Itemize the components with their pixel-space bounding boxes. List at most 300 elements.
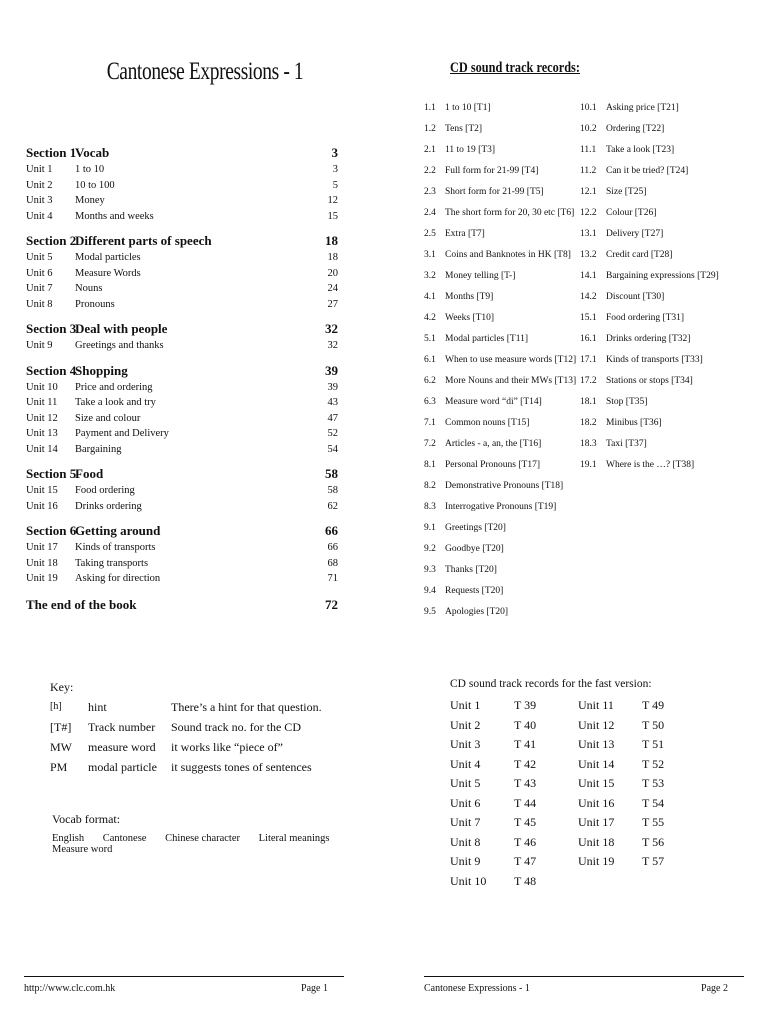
fast-track: T 40 [514,717,537,732]
unit-label: Unit 4 [26,210,53,222]
fast-unit: Unit 4 [450,756,481,771]
cd-track-row [580,455,730,476]
track-label: Where is the …? [T38] [606,460,695,470]
track-label: Tens [T2] [445,124,483,134]
unit-name: Asking for direction [75,573,161,584]
fast-track: T 43 [514,776,537,790]
fast-version-table [450,696,682,891]
end-page: 72 [325,596,338,612]
track-number: 4.2 [424,313,436,323]
unit-name: Drinks ordering [75,500,142,512]
unit-name: Months and weeks [75,210,154,222]
fast-track: T 50 [642,717,665,732]
unit-page: 27 [327,298,338,310]
toc-unit-row [26,499,338,515]
unit-name: Bargaining [75,443,122,455]
track-number: 7.2 [424,439,436,449]
track-label: Drinks ordering [T32] [606,334,691,344]
cd-track-row [424,497,574,518]
fast-track [642,872,682,892]
cd-track-row [580,392,730,413]
unit-page: 71 [327,573,338,584]
key-row [50,737,350,757]
fast-track: T 57 [642,854,665,868]
cd-track-row [424,476,574,497]
unit-page: 66 [327,542,338,553]
footer-page-number: Page 1 [301,983,328,994]
track-label: Stop [T35] [606,397,648,407]
unit-name: Size and colour [75,412,141,424]
track-number: 19.1 [580,460,597,470]
toc-unit-row [26,426,338,442]
fast-track: T 55 [642,815,665,829]
track-number: 12.2 [580,208,597,218]
key-symbol: [h] [50,701,62,712]
page-footer [424,976,744,997]
track-label: Measure word “di” [T14] [445,397,542,407]
key-row [50,757,350,777]
fast-unit: Unit 13 [578,737,615,751]
cd-track-row [424,308,574,329]
end-label: The end of the book [26,596,137,612]
unit-page: 5 [332,179,338,191]
section-label: Section 6 [26,523,77,538]
cd-track-row [424,581,574,602]
cd-track-row [424,539,574,560]
page-footer [24,976,344,997]
fast-version-row [450,852,682,872]
key-term: measure word [88,740,156,754]
table-of-contents [26,144,338,615]
track-label: Interrogative Pronouns [T19] [445,502,557,512]
toc-unit-row [26,178,338,194]
unit-label: Unit 17 [26,542,58,553]
unit-label: Unit 13 [26,428,58,439]
track-number: 2.5 [424,229,436,239]
track-number: 2.2 [424,166,436,176]
cd-track-row [424,413,574,434]
cd-track-row [580,98,730,119]
unit-label: Unit 14 [26,443,58,455]
fast-unit: Unit 17 [578,815,615,829]
fast-version-row [450,872,682,892]
section-name: Vocab [75,145,110,160]
cd-track-row [580,371,730,392]
unit-label: Unit 7 [26,283,53,294]
track-number: 3.1 [424,250,436,260]
track-label: Take a look [T23] [606,145,675,155]
toc-unit-row [26,556,338,572]
cd-track-row [424,203,574,224]
track-number: 6.3 [424,397,436,407]
cd-track-list-col-a [424,98,577,623]
cd-track-row [580,413,730,434]
fast-version-row [450,755,682,775]
fast-track: T 51 [642,737,665,751]
track-number: 18.3 [580,439,597,449]
right-page [384,0,768,1024]
cd-track-row [424,119,574,140]
cd-track-row [580,329,730,350]
toc-section [26,465,338,514]
fast-unit: Unit 8 [450,834,481,849]
unit-name: Pronouns [75,298,115,310]
footer-book-title: Cantonese Expressions - 1 [424,983,530,994]
cd-track-row [424,140,574,161]
cd-track-row [424,266,574,287]
unit-label: Unit 6 [26,267,53,279]
unit-name: 1 to 10 [75,164,105,175]
unit-label: Unit 9 [26,340,53,351]
track-number: 12.1 [580,187,597,197]
fast-unit: Unit 9 [450,854,481,868]
track-label: Modal particles [T11] [445,334,529,344]
track-label: Apologies [T20] [445,607,509,617]
toc-section-row [26,465,338,483]
cd-track-row [580,224,730,245]
fast-track: T 53 [642,776,665,790]
track-number: 6.1 [424,355,436,365]
track-label: Credit card [T28] [606,250,673,260]
track-label: Colour [T26] [606,208,657,218]
unit-name: 10 to 100 [75,179,115,191]
section-page: 58 [325,466,338,481]
cd-track-row [424,245,574,266]
unit-label: Unit 2 [26,179,53,191]
fast-version-row [450,716,682,736]
unit-page: 43 [327,397,338,408]
track-number: 2.3 [424,187,436,197]
track-number: 9.4 [424,586,436,596]
section-label: Section 2 [26,233,77,248]
cd-tracks-title: CD sound track records: [450,60,580,76]
toc-unit-row [26,338,338,354]
unit-page: 12 [327,195,338,206]
unit-label: Unit 3 [26,195,53,206]
fast-unit: Unit 15 [578,776,615,790]
track-number: 10.2 [580,124,597,134]
toc-section-row [26,144,338,162]
section-page: 66 [325,523,338,538]
fast-unit: Unit 7 [450,815,481,829]
fast-version-title: CD sound track records for the fast version: [450,678,652,690]
track-number: 6.2 [424,376,436,386]
section-page: 3 [331,145,338,160]
unit-page: 68 [327,557,338,569]
toc-unit-row [26,281,338,297]
vocab-field: Cantonese [102,833,147,844]
unit-name: Food ordering [75,485,135,496]
vocab-field: Chinese character [165,833,241,844]
cd-track-row [424,455,574,476]
track-number: 9.5 [424,607,436,617]
key-row [50,697,350,717]
fast-track: T 45 [514,815,537,829]
fast-version-row [450,735,682,755]
document-title: Cantonese Expressions - 1 [106,58,304,85]
track-number: 2.1 [424,145,436,155]
cd-track-row [580,203,730,224]
track-label: Weeks [T10] [445,313,495,323]
vocab-format-fields [52,833,384,855]
track-label: 1 to 10 [T1] [445,103,491,113]
fast-unit: Unit 3 [450,737,481,751]
track-label: 11 to 19 [T3] [445,145,496,155]
toc-unit-row [26,442,338,458]
fast-unit: Unit 1 [450,698,481,712]
vocab-format-title: Vocab format: [52,812,121,826]
key-term: hint [88,700,107,714]
toc-unit-row [26,411,338,427]
vocab-field: Literal meanings [258,833,330,844]
key-term: Track number [88,720,156,734]
key-meaning: Sound track no. for the CD [171,720,301,734]
unit-name: Take a look and try [75,397,156,408]
track-number: 18.2 [580,418,597,428]
unit-name: Nouns [75,283,103,294]
fast-track: T 42 [514,756,537,771]
track-label: Size [T25] [606,187,647,197]
track-label: Stations or stops [T34] [606,376,693,386]
fast-track: T 49 [642,698,665,712]
track-label: Full form for 21-99 [T4] [445,166,539,176]
key-meaning: it suggests tones of sentences [171,760,312,774]
cd-track-row [580,161,730,182]
toc-section [26,232,338,312]
unit-page: 3 [332,164,338,175]
unit-label: Unit 1 [26,164,53,175]
fast-unit: Unit 5 [450,776,481,790]
track-label: Short form for 21-99 [T5] [445,187,544,197]
fast-track: T 48 [514,873,537,888]
track-number: 14.1 [580,271,597,281]
cd-track-row [424,350,577,371]
track-number: 13.2 [580,250,597,260]
track-number: 2.4 [424,208,436,218]
toc-section-row [26,232,338,250]
track-number: 4.1 [424,292,436,302]
section-name: Different parts of speech [75,233,212,248]
cd-track-row [580,308,730,329]
section-name: Food [75,466,104,481]
track-number: 18.1 [580,397,597,407]
unit-page: 52 [327,428,338,439]
track-number: 8.2 [424,481,436,491]
cd-track-row [424,371,577,392]
unit-name: Payment and Delivery [75,428,169,439]
unit-name: Price and ordering [75,381,153,393]
track-number: 11.2 [580,166,597,176]
track-label: Articles - a, an, the [T16] [445,439,542,449]
section-page: 18 [325,233,338,248]
fast-unit: Unit 12 [578,717,615,732]
section-label: Section 3 [26,321,77,336]
track-label: Minibus [T36] [606,418,662,428]
toc-unit-row [26,571,338,587]
track-label: Months [T9] [445,292,494,302]
cd-track-row [424,329,574,350]
track-label: Demonstrative Pronouns [T18] [445,481,564,491]
cd-track-list-col-b [580,98,730,476]
cd-track-row [424,98,574,119]
track-number: 16.1 [580,334,597,344]
toc-unit-row [26,540,338,556]
cd-track-row [424,434,574,455]
section-label: Section 5 [26,466,77,481]
footer-page-number: Page 2 [701,983,728,994]
toc-unit-row [26,380,338,396]
cd-track-row [580,119,730,140]
toc-unit-row [26,193,338,209]
toc-section [26,144,338,224]
track-label: Delivery [T27] [606,229,664,239]
toc-section-row [26,320,338,338]
fast-version-row [450,833,682,853]
unit-page: 32 [327,340,338,351]
fast-track: T 46 [514,834,537,849]
unit-page: 47 [327,412,338,424]
section-name: Deal with people [75,321,168,336]
fast-version-row [450,813,682,833]
toc-section-row [26,522,338,540]
track-label: Discount [T30] [606,292,665,302]
key-row [50,717,350,737]
fast-track: T 44 [514,795,537,810]
track-number: 11.1 [580,145,597,155]
section-label: Section 1 [26,145,77,160]
unit-page: 24 [327,283,338,294]
track-label: Common nouns [T15] [445,418,530,428]
unit-name: Kinds of transports [75,542,156,553]
cd-track-row [580,350,730,371]
cd-track-row [424,602,574,623]
toc-section [26,320,338,354]
track-label: Ordering [T22] [606,124,665,134]
track-label: Bargaining expressions [T29] [606,271,719,281]
cd-track-row [424,161,574,182]
unit-label: Unit 18 [26,557,58,569]
unit-page: 18 [327,252,338,263]
vocab-field: English [52,833,85,844]
cd-track-row [424,518,574,539]
fast-track: T 41 [514,737,537,751]
track-number: 7.1 [424,418,436,428]
track-number: 8.1 [424,460,436,470]
track-label: The short form for 20, 30 etc [T6] [445,208,575,218]
track-label: Coins and Banknotes in HK [T8] [445,250,571,260]
unit-page: 58 [327,485,338,496]
cd-track-row [580,287,730,308]
track-label: Personal Pronouns [T17] [445,460,540,470]
track-number: 13.1 [580,229,597,239]
vocab-format [52,812,384,855]
unit-label: Unit 16 [26,500,58,512]
fast-track: T 52 [642,756,665,771]
cd-track-row [424,560,574,581]
track-number: 9.2 [424,544,436,554]
track-number: 15.1 [580,313,597,323]
unit-label: Unit 5 [26,252,53,263]
footer-url[interactable]: http://www.clc.com.hk [24,983,116,994]
fast-unit: Unit 6 [450,795,481,810]
track-number: 1.1 [424,103,436,113]
fast-version-row [450,774,682,794]
unit-label: Unit 19 [26,573,58,584]
fast-version-tracks [450,678,682,891]
toc-unit-row [26,266,338,282]
track-number: 9.1 [424,523,436,533]
cd-track-row [424,182,574,203]
track-number: 5.1 [424,334,436,344]
key-meaning: it works like “piece of” [171,740,283,754]
track-label: Thanks [T20] [445,565,497,575]
unit-label: Unit 15 [26,485,58,496]
section-label: Section 4 [26,362,77,378]
fast-unit: Unit 18 [578,834,615,849]
key-term: modal particle [88,760,157,774]
key-title: Key: [50,680,74,694]
fast-unit: Unit 19 [578,854,615,868]
track-number: 9.3 [424,565,436,575]
section-page: 39 [325,362,338,378]
key-meaning: There’s a hint for that question. [171,700,322,714]
fast-unit: Unit 2 [450,717,481,732]
track-label: Money telling [T-] [445,271,516,281]
track-label: Kinds of transports [T33] [606,355,703,365]
track-label: Goodbye [T20] [445,544,504,554]
cd-track-row [580,140,730,161]
toc-unit-row [26,395,338,411]
fast-version-row [450,696,682,716]
track-number: 3.2 [424,271,436,281]
track-label: Extra [T7] [445,229,485,239]
unit-page: 20 [327,267,338,279]
key-legend [50,680,350,777]
toc-section [26,362,338,458]
track-label: More Nouns and their MWs [T13] [445,376,577,386]
unit-page: 15 [327,210,338,222]
fast-unit: Unit 11 [578,698,614,712]
fast-version-row [450,794,682,814]
unit-page: 39 [327,381,338,393]
key-symbol: MW [50,740,72,754]
track-label: Food ordering [T31] [606,313,685,323]
toc-unit-row [26,297,338,313]
cd-track-row [580,182,730,203]
toc-unit-row [26,483,338,499]
unit-name: Modal particles [75,252,141,263]
unit-name: Greetings and thanks [75,340,164,351]
fast-unit [578,872,642,892]
unit-label: Unit 11 [26,397,58,408]
unit-label: Unit 8 [26,298,53,310]
fast-unit: Unit 16 [578,795,615,810]
toc-end-row [26,595,338,615]
track-label: When to use measure words [T12] [445,355,577,365]
track-number: 17.2 [580,376,597,386]
unit-label: Unit 10 [26,381,58,393]
cd-track-row [424,287,574,308]
cd-track-row [580,434,730,455]
track-number: 10.1 [580,103,597,113]
unit-name: Measure Words [75,267,141,279]
track-number: 17.1 [580,355,597,365]
track-label: Asking price [T21] [606,103,679,113]
unit-label: Unit 12 [26,412,58,424]
fast-track: T 56 [642,834,665,849]
toc-unit-row [26,209,338,225]
unit-name: Taking transports [75,557,149,569]
